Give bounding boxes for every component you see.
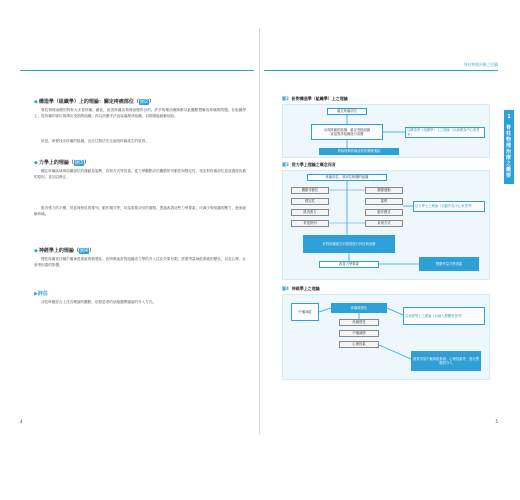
- fig3-left-item: 骨盆排列: [291, 220, 329, 227]
- header-rule: [20, 70, 254, 71]
- fig3-left-item: 穩定性: [291, 198, 329, 205]
- evaluation-title: ▶評估: [34, 291, 48, 297]
- fig3-left-item: 肌肉張力: [291, 209, 329, 216]
- section-title-mechanical: ◆力學上的理論（圖3）: [34, 160, 90, 166]
- fig3-right-item: 姿勢: [365, 198, 403, 205]
- page-number: 5: [495, 419, 498, 424]
- figure-3-caption: 圖3 從力學上理論之概念而言: [282, 162, 336, 167]
- fig3-right-item: 負荷方式: [365, 220, 403, 227]
- fig3-bottom-box: 改善力學要素: [319, 261, 379, 268]
- book-spread: [8, 28, 512, 434]
- running-header: 脊柱物理治療之回顧: [463, 62, 498, 67]
- fig2-note: 以構造學（組織學）上之理論（以病理為中心來思考）: [405, 127, 485, 138]
- figure-2: [282, 104, 490, 158]
- fig3-top-box: 疼痛部位、該部位相關的組織: [307, 174, 387, 181]
- header-rule: [264, 70, 498, 71]
- paragraph: 慢性疼痛常伴隨中樞神經系統的敏感化。此時單純針對組織或力學的介入往往效果有限，需要考量神經系統的變化，以及心理、社會等因素的影響。: [34, 257, 246, 268]
- fig3-connectors: [283, 171, 491, 281]
- fig4-connectors: [283, 295, 491, 381]
- chapter-number: 1: [507, 114, 511, 120]
- fig4-left-box: 中樞神經: [291, 303, 319, 321]
- fig4-item: 心理因素: [339, 341, 379, 348]
- fig2-mid-box: 出現疼痛的組織：確定受損組織 直接對該組織進行治療: [311, 124, 383, 140]
- fig3-right-item: 關節運動: [365, 187, 403, 194]
- paragraph: 但是，即使找出疼痛的組織，也往往無法完全說明疼痛產生的原因。: [41, 139, 149, 143]
- right-page: [260, 28, 512, 434]
- fig2-connectors: [283, 105, 491, 159]
- paragraph: 脊柱物理治療的對象大多是疼痛。藉此，改善疼痛為物理治療的目的。許多物理治療師都以此觀點想解決疼痛的問題。在組織學上，從疼痛的部位推測出受損的組織，再以治療手法直接處理該組織，以期望能緩解症狀。: [34, 108, 246, 119]
- paragraph: 關注疼痛區域與周圍部位的運動及姿勢、負荷方式等因素。從力學觀點評估關節的可動性與穩定性，找出對疼痛部位造成過度負擔的原因，並加以修正。: [34, 169, 246, 180]
- fig4-bottom-box: 需要考量中樞神經系統、心理因素等，進行整體的介入: [411, 351, 481, 371]
- paragraph: 肌肉張力的平衡、骨盆與脊柱的排列、動作模式等，均為需要評估的重點。透過改善這些力學要素，可減少對組織的壓力，進而緩解疼痛。: [34, 206, 246, 217]
- fig4-item: 疼痛感受: [339, 319, 379, 326]
- fig2-bottom-box: 將病理與疼痛症狀的關係連結: [319, 148, 399, 155]
- chapter-tab: [504, 110, 514, 184]
- fig4-center-box: 疼痛敏感化: [331, 303, 387, 313]
- fig3-note: 以力學上之理論（以動作為中心來思考）: [413, 201, 485, 212]
- fig4-note: 以神經學上之理論（以病人整體來思考）: [403, 307, 485, 325]
- fig3-left-item: 關節可動性: [291, 187, 329, 194]
- figure-3: [282, 170, 490, 280]
- fig2-top-box: 確定疼痛部位: [327, 108, 367, 115]
- paragraph: 評估時應綜合上述各理論的觀點，依照患者的狀態選擇適當的介入方式。: [41, 300, 156, 304]
- page-number: 4: [20, 419, 23, 424]
- left-page: [8, 28, 260, 434]
- fig4-item: 中樞調節: [339, 330, 379, 337]
- fig3-right-item: 動作模式: [365, 209, 403, 216]
- fig3-right-note: 整體考量力學因素: [419, 257, 479, 271]
- fig3-center-box: 針對疼痛產生的原因進行評估與治療: [303, 235, 395, 253]
- figure-2-caption: 圖2 針對構造學（組織學）上之理論: [282, 96, 348, 101]
- chapter-title: 脊柱物理治療之概要: [506, 125, 512, 179]
- figure-4: [282, 294, 490, 380]
- section-title-neurological: ◆神經學上的理論（圖4）: [34, 248, 95, 254]
- section-title-structural: ◆構造學（組織學）上的理論：關定疼痛部位（圖2）: [34, 99, 155, 105]
- figure-4-caption: 圖4 神經學上之理論: [282, 286, 320, 291]
